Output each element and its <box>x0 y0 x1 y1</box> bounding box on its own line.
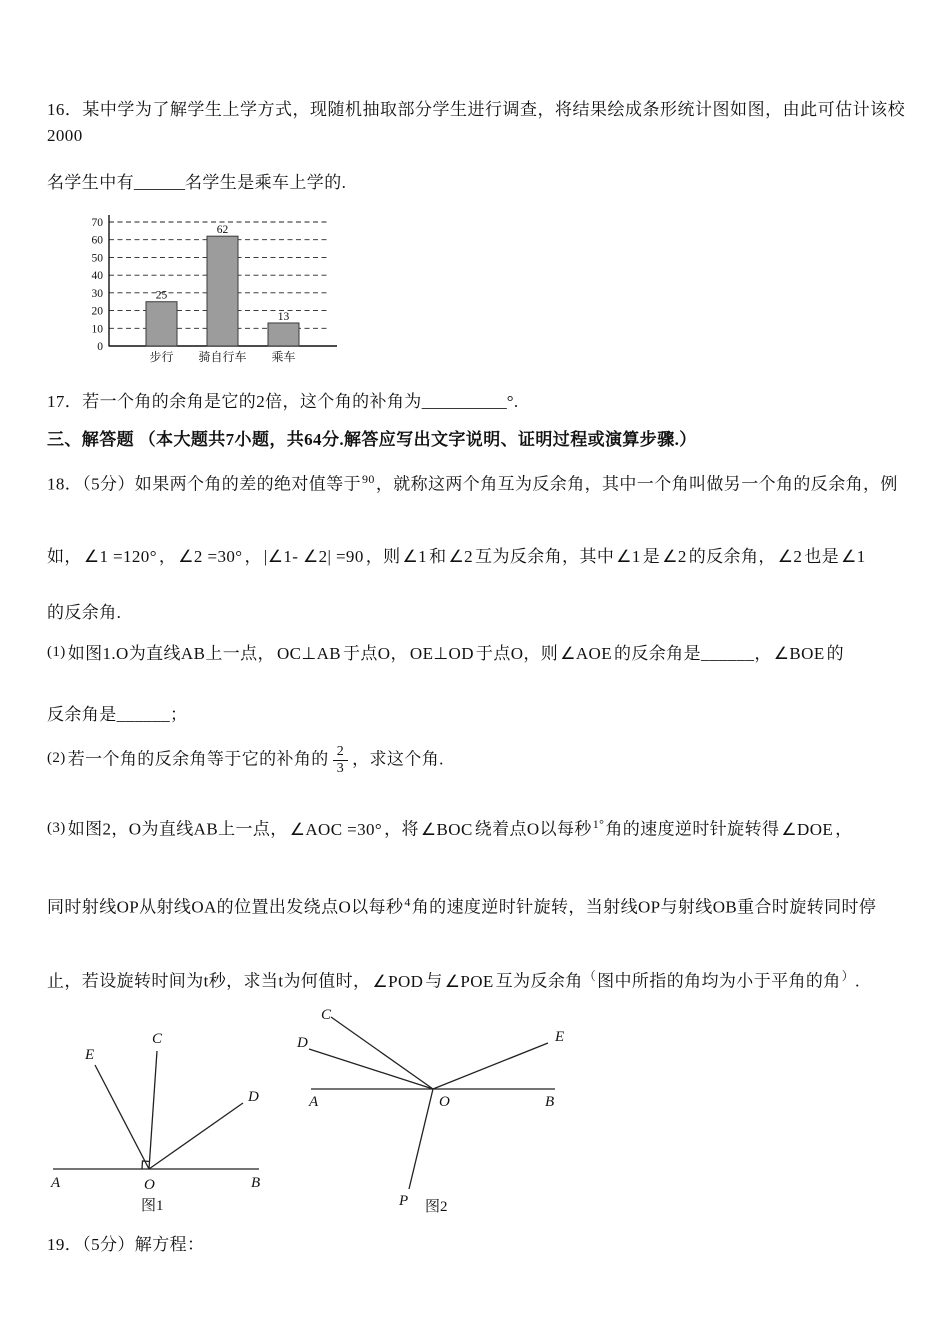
q18-text: 的反余角， <box>688 546 776 566</box>
q18-text: 如图1.O为直线AB上一点， <box>67 644 275 664</box>
q18-text: 同时射线OP从射线OA的位置出发绕点O以每秒 <box>47 897 404 917</box>
section-3-header: 三、解答题 （本大题共7小题，共64分.解答应写出文字说明、证明过程或演算步骤.） <box>47 430 697 450</box>
q18-text: ， <box>158 546 177 566</box>
q18-text: 是 <box>642 546 661 566</box>
q18-item-3-line3 <box>47 967 905 995</box>
math-angle2: ∠2 <box>662 546 687 566</box>
superscript-1deg: 1° <box>592 817 605 832</box>
q18-text: ， <box>244 546 262 566</box>
superscript-4: 4 <box>404 895 411 910</box>
x-category-label: 骑自行车 <box>198 350 247 365</box>
fig1-label-B: B <box>251 1175 261 1192</box>
q18-text: ， <box>835 819 853 839</box>
y-tick-label: 50 <box>91 252 103 265</box>
math-angle1: ∠1 <box>616 546 641 566</box>
q17-text: 17．若一个角的余角是它的2倍，这个角的补角为 <box>47 392 422 412</box>
fig2-ray-OD <box>309 1049 433 1089</box>
math-angle1: ∠1 <box>402 546 428 566</box>
bar-chart-svg <box>73 210 345 378</box>
q18-text: 的 <box>826 644 845 664</box>
fig2-caption: 图2 <box>425 1199 448 1216</box>
bar-value-label: 13 <box>277 311 290 324</box>
math-angle2: ∠2 <box>448 546 474 566</box>
fig1-label-A: A <box>51 1175 61 1192</box>
math-angle-aoe: ∠AOE <box>560 644 612 664</box>
q18-text: 角的速度逆时针旋转得 <box>605 819 780 839</box>
math-angle-doe: ∠DOE <box>781 819 834 839</box>
bar-乘车 <box>268 323 299 346</box>
q18-item-3 <box>47 815 905 843</box>
math-oe-perp-od: OE⊥OD <box>409 644 474 664</box>
fig1-label-E: E <box>85 1047 95 1064</box>
q18-text: 互为反余角，其中 <box>475 546 615 566</box>
q18-intro-line1 <box>47 470 905 498</box>
fig2-label-D: D <box>297 1035 308 1052</box>
q18-text: 如， <box>47 546 82 566</box>
fig2-label-O: O <box>439 1094 450 1111</box>
x-category-label: 步行 <box>149 350 174 365</box>
fig1-ray-OE <box>95 1065 149 1169</box>
math-angle2-eq: ∠2 =30° <box>178 546 243 566</box>
y-tick-label: 20 <box>91 305 103 318</box>
q18-text: . <box>855 971 860 991</box>
y-tick-label: 10 <box>91 323 103 336</box>
fraction-two-thirds <box>333 744 348 777</box>
math-angle-pod: ∠POD <box>372 971 424 991</box>
q16-text-line2 <box>47 170 905 196</box>
figure-2 <box>293 1007 593 1224</box>
fig1-label-D: D <box>248 1089 259 1106</box>
figure-1-svg <box>47 1021 287 1213</box>
superscript-close-paren: ） <box>841 969 855 984</box>
q18-text: 与 <box>425 971 443 991</box>
bar-value-label: 25 <box>155 289 168 302</box>
fig2-ray-OP <box>409 1089 433 1189</box>
question-17 <box>47 389 905 415</box>
fig2-ray-OC <box>331 1017 433 1089</box>
bar-value-label: 62 <box>216 224 229 237</box>
item-3-marker: (3) <box>47 819 66 836</box>
fig1-caption: 图1 <box>141 1198 164 1214</box>
q18-text: 18．（5分）如果两个角的差的绝对值等于 <box>47 474 361 494</box>
fig1-label-O: O <box>144 1177 155 1194</box>
q18-text: 于点O， <box>343 644 408 664</box>
bar-骑自行车 <box>207 236 238 346</box>
q18-text: 角的速度逆时针旋转，当射线OP与射线OB重合时旋转同时停 <box>411 897 877 917</box>
fig1-ray-OC <box>149 1051 157 1169</box>
q17-text-post: °. <box>506 392 519 412</box>
figures-row <box>47 1007 905 1224</box>
math-angle2: ∠2 <box>777 546 803 566</box>
figure-1 <box>47 1021 287 1218</box>
q16-text-post: 名学生是乘车上学的. <box>185 172 347 192</box>
q18-text: 如图2，O为直线AB上一点， <box>67 819 288 839</box>
q18-text: 绕着点O以每秒 <box>474 819 592 839</box>
math-angle1: ∠1 <box>841 546 866 566</box>
q18-text: 和 <box>429 546 447 566</box>
x-category-label: 乘车 <box>271 350 296 365</box>
q18-text-with-blank: 的反余角是______， <box>613 644 772 664</box>
y-tick-label: 0 <box>97 341 103 354</box>
q18-text: 图中所指的角均为小于平角的角 <box>597 971 841 991</box>
q18-text: ，就称这两个角互为反余角，其中一个角叫做另一个角的反余角，例 <box>375 474 898 494</box>
question-18 <box>47 470 905 996</box>
item-1-marker: (1) <box>47 644 66 661</box>
q18-item-1 <box>47 641 905 667</box>
q18-intro-line3: 的反余角. <box>47 603 122 623</box>
q18-text: 也是 <box>804 546 840 566</box>
q18-text: 止，若设旋转时间为t秒，求当t为何值时， <box>47 971 371 991</box>
q18-item-2 <box>47 744 905 777</box>
fig2-ray-OE <box>433 1043 548 1089</box>
fig2-label-E: E <box>555 1029 565 1046</box>
math-angle1-eq: ∠1 =120° <box>83 546 157 566</box>
q18-item-3-line2 <box>47 893 905 921</box>
y-tick-label: 40 <box>91 270 103 283</box>
q18-intro-line2 <box>47 544 905 570</box>
bar-步行 <box>146 302 177 346</box>
fig1-label-C: C <box>152 1031 163 1048</box>
fraction-denominator: 3 <box>333 760 348 777</box>
superscript-90: 90 <box>362 471 375 486</box>
y-tick-label: 30 <box>91 287 103 300</box>
math-angle-poe: ∠POE <box>444 971 494 991</box>
y-tick-label: 70 <box>91 217 103 230</box>
fig2-label-P: P <box>399 1193 409 1210</box>
superscript-open-paren: （ <box>583 969 597 984</box>
q17-answer-blank: __________ <box>421 392 507 412</box>
fig2-label-B: B <box>545 1094 555 1111</box>
q18-text: 若一个角的反余角等于它的补角的 <box>67 749 329 769</box>
fraction-numerator: 2 <box>336 744 345 760</box>
q18-text: ，则 <box>365 546 401 566</box>
q18-text: ，求这个角. <box>352 749 444 769</box>
q16-text-line1: 16．某中学为了解学生上学方式，现随机抽取部分学生进行调查，将结果绘成条形统计图如图，由此可估计该校2000 <box>47 100 905 146</box>
fig1-ray-OD <box>149 1103 243 1169</box>
fig2-label-A: A <box>309 1094 319 1111</box>
math-abs-diff: |∠1- ∠2| =90 <box>263 546 364 566</box>
math-angle-boc: ∠BOC <box>420 819 473 839</box>
fig2-label-C: C <box>321 1007 332 1024</box>
q18-text: 互为反余角 <box>495 971 583 991</box>
figure-2-svg <box>293 1007 593 1219</box>
math-angle-aoc-eq: ∠AOC =30° <box>289 819 383 839</box>
q16-text-pre: 名学生中有 <box>47 172 134 192</box>
math-oc-perp-ab: OC⊥AB <box>276 644 341 664</box>
q18-text: ，将 <box>384 819 419 839</box>
question-19: 19．（5分）解方程： <box>47 1235 205 1255</box>
q18-text: 于点O，则 <box>475 644 559 664</box>
q16-answer-blank: ______ <box>134 172 185 192</box>
y-tick-label: 60 <box>91 234 103 247</box>
q18-item-1-cont: 反余角是______； <box>47 704 188 724</box>
math-angle-boe: ∠BOE <box>773 644 825 664</box>
question-16 <box>47 97 905 383</box>
item-2-marker: (2) <box>47 749 66 766</box>
bar-chart <box>73 210 905 383</box>
